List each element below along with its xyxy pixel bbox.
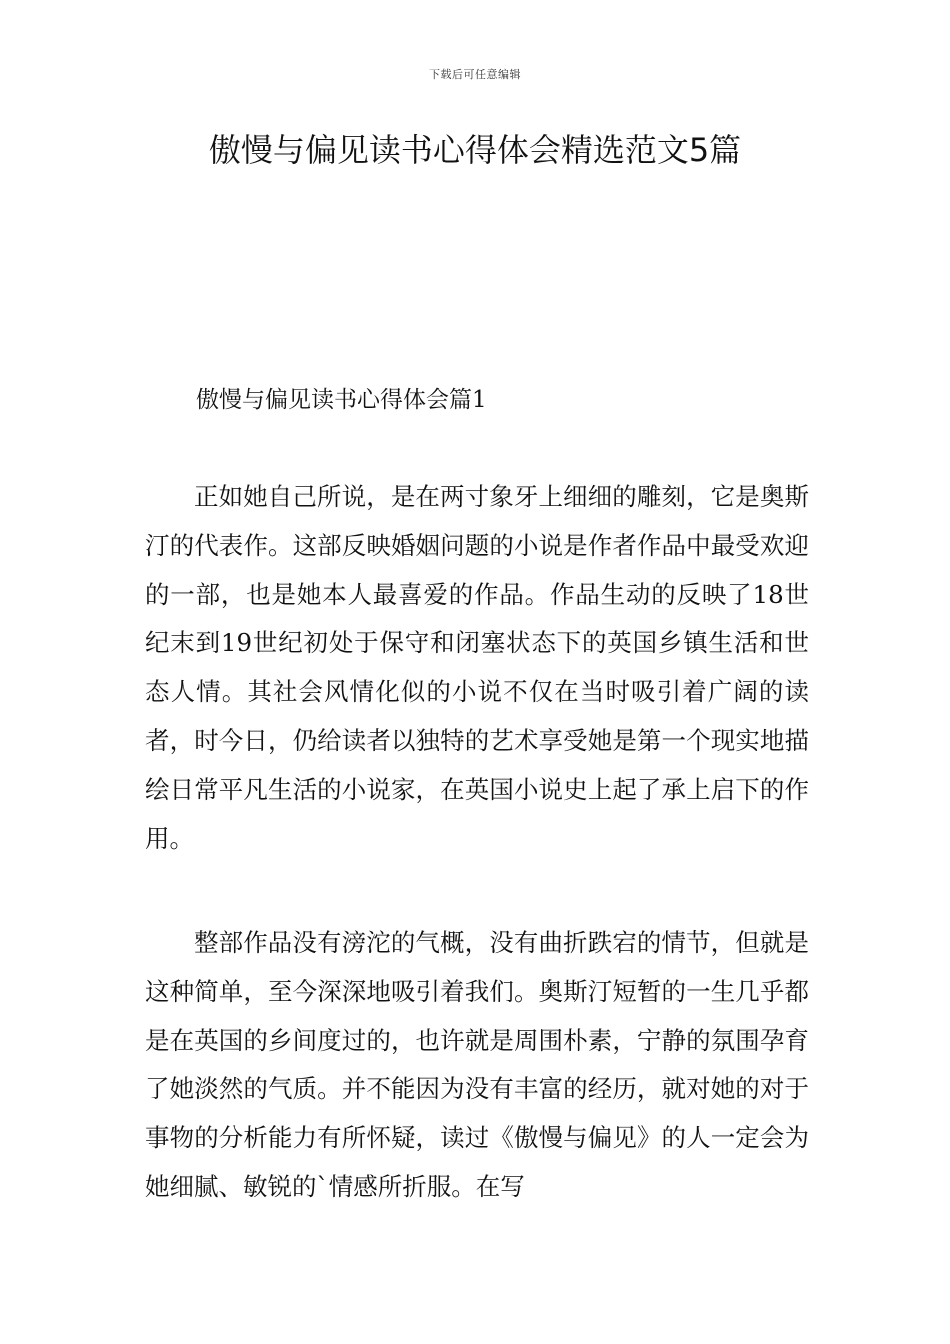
body-paragraph-1: 正如她自己所说，是在两寸象牙上细细的雕刻，它是奥斯汀的代表作。这部反映婚姻问题的小说是作者作品中最受欢迎的一部，也是她本人最喜爱的作品。作品生动的反映了18世纪末到19世纪初处于保守和闭塞状态下的英国乡镇生活和世态人情。其社会风情化似的小说不仅在当时吸引着广阔的读者，时今日，仍给读者以独特的艺术享受她是第一个现实地描绘日常平凡生活的小说家，在英国小说史上起了承上启下的作用。 <box>145 482 809 853</box>
body-paragraph-2: 整部作品没有滂沱的气概，没有曲折跌宕的情节，但就是这种简单，至今深深地吸引着我们。奥斯汀短暂的一生几乎都是在英国的乡间度过的，也许就是周围朴素，宁静的氛围孕育了她淡然的气质。并不能因为没有丰富的经历，就对她的对于事物的分析能力有所怀疑，读过《傲慢与偏见》的人一定会为她细腻、敏锐的`情感所折服。在写 <box>145 928 809 1201</box>
section-heading: 傲慢与偏见读书心得体会篇1 <box>196 387 487 413</box>
header-note: 下载后可任意编辑 <box>429 68 521 81</box>
document-title: 傲慢与偏见读书心得体会精选范文5篇 <box>208 131 742 169</box>
